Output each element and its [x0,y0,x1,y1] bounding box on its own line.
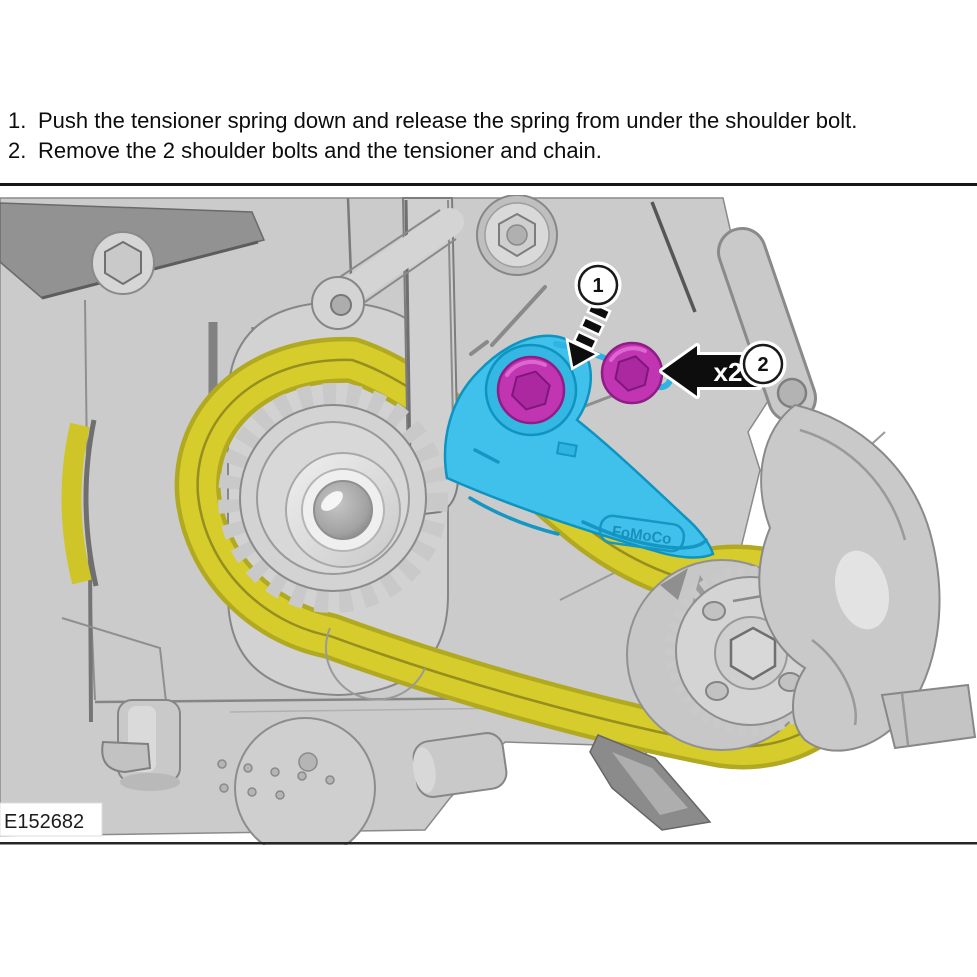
callout-1 [577,264,620,307]
arm-hole [778,379,806,407]
engine-timing-chain-diagram [0,195,977,845]
crank-bore [314,481,372,539]
bracket-hole [331,295,351,315]
step-number: 2. [8,138,27,163]
hex-bolt-top-left [92,232,154,294]
bottom-lug-right [410,731,509,799]
figure-illustration [0,195,977,845]
chain-left-sliver [71,425,82,582]
step-number: 1. [8,108,27,133]
callout-2-number: 2 [757,354,769,376]
figure-id-label [0,803,102,836]
pump-hex-bolt [731,628,775,679]
callout-2 [742,343,785,386]
step-text: Push the tensioner spring down and release the spring from under the shoulder bolt. [38,108,858,133]
shoulder-bolt-1 [498,357,564,423]
section-divider-rule [0,183,977,186]
bottom-circle-boss [235,718,375,845]
step-text: Remove the 2 shoulder bolts and the tensioner and chain. [38,138,602,163]
instruction-step-1 [8,106,969,136]
x2-label: x2 [713,357,743,387]
brand-emboss-text: FoMoCo [610,522,673,549]
bottom-hook [102,742,150,772]
recessed-bolt-top-center [477,195,557,275]
callout-1-number: 1 [592,275,604,297]
right-bottom-bars [882,685,975,748]
shoulder-bolt-2 [602,343,662,403]
figure-bottom-border [0,842,977,845]
instruction-step-2 [8,136,969,166]
figure-id-text: E152682 [4,811,85,833]
instruction-list [8,106,969,166]
